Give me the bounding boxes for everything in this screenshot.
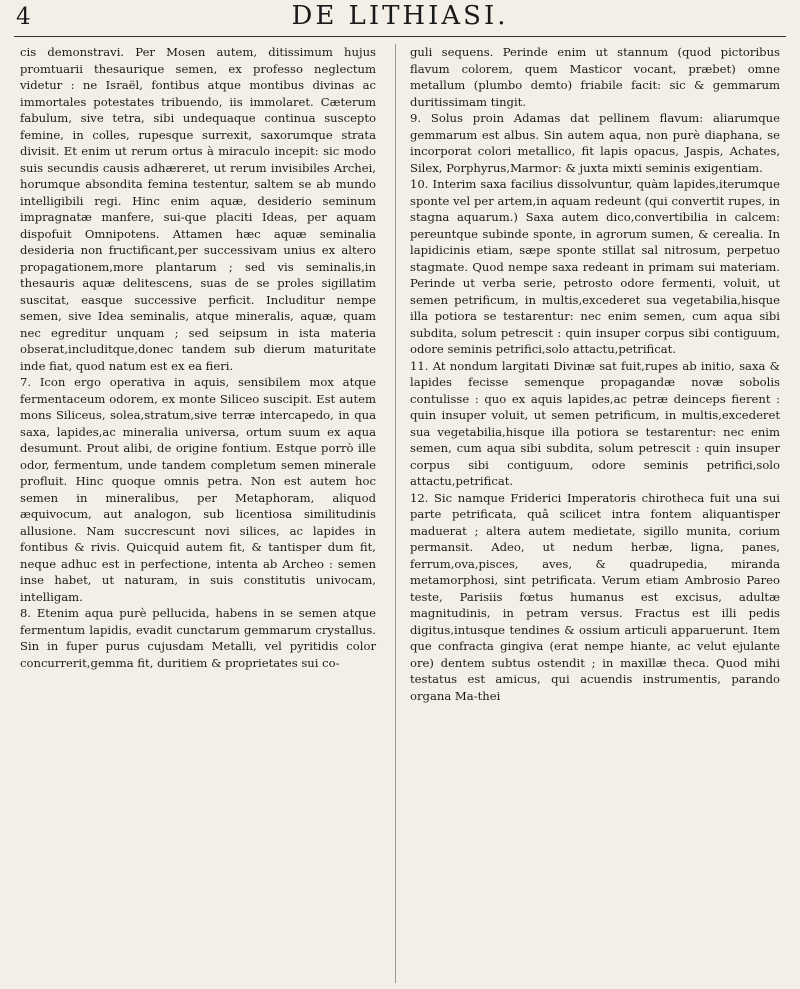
right-column [410, 44, 780, 704]
paragraph: 10. Interim saxa facilius dissolvuntur, quàm lapides,iterumque sponte vel per artem,in aquam redeunt (qui convertit rupes, in stagna aquarum.) Saxa autem dico,convertibilia in calcem: pereuntque subinde sponte, in agrorum sumen, & cerealia. In lapidicinis etiam, sæpe sponte stillat sal nitrosum, perpetuo stagmate. Quod nempe saxa redeant in primam sui materiam. Perinde ut verba serie, petrosto odore fermenti, voluit, ut semen petrificum, in multis,excederet sua vegetabilia,hisque illa potiora se testarentur: nec enim semen, cum aqua sibi subdita, solum petrescit : quin insuper corpus sibi contiguum, odore seminis petrifici,solo attactu,petrificat. [410, 177, 780, 356]
paragraph: guli sequens. Perinde enim ut stannum (quod pictoribus flavum colorem, quem Masticor vocant, præbet) omne metallum (plumbo demto) friabile facit: sic & gemmarum duritissimam tingit. [410, 45, 780, 109]
paragraph: 9. Solus proin Adamas dat pellinem flavum: aliarumque gemmarum est albus. Sin autem aqua, non purè diaphana, se incorporat colori metallico, fit lapis opacus, Jaspis, Achates, Silex, Porphyrus,Marmor: & juxta mixti seminis exigentiam. [410, 111, 780, 175]
paragraph: 11. At nondum largitati Divinæ sat fuit,rupes ab initio, saxa & lapides fecisse semenque propagandæ novæ sobolis contulisse : quo ex aquis lapides,ac petræ deinceps fierent : quin insuper voluit, ut semen petrificum, in multis,excederet sua vegetabilia,hisque illa potiora se testarentur: nec enim semen, cum aqua sibi subdita, solum petrescit : quin insuper corpus sibi contiguum, odore seminis petrifici,solo attactu,petrificat. [410, 358, 780, 488]
page-number: 4 [16, 4, 31, 30]
header-rule [14, 36, 786, 37]
paragraph: cis demonstravi. Per Mosen autem, ditissimum hujus promtuarii thesaurique semen, ex professo neglectum videtur : ne Israël, fontibus atque montibus divinas ac immortales potestates tribuendo, iis immolaret. Cæterum fabulum, sive tetra, sibi undequaque continua suscepto femine, in colles, rupesque surrexit, saxorumque strata divisit. Et enim ut rerum ortus à miraculo incepit: sic modo suis secundis causis adhæreret, ut rerum invisibiles Archei, horumque absondita femina testentur, saltem se ab mundo intelligibili regi. Hinc enim aquæ, desiderio seminum impragnatæ manfere, sui-que placiti Ideas, per aquam dispofuit Omnipotens. Attamen hæc aquæ seminalia desideria non fructificant,per successivam unius ex altero propagationem,more plantarum ; sed vis seminalis,in thesauris aquæ delitescens, suas de se proles sigillatim suscitat, easque successive perficit. Includitur nempe semen, sive Idea seminalis, atque mineralis, aquæ, quam nec egreditur unquam ; sed seipsum in ista materia obserat,includitque,donec tandem sub dierum maturitate inde fiat, quod natum est ex ea fieri. [20, 45, 376, 373]
paragraph: 7. Icon ergo operativa in aquis, sensibilem mox atque fermentaceum odorem, ex monte Siliceo suscipit. Est autem mons Siliceus, solea,stratum,sive terræ intercapedo, in qua saxa, lapides,ac mineralia universa, ortum suum ex aqua desumunt. Prout alibi, de origine fontium. Estque porrò ille odor, fermentum, unde tandem completum semen minerale profluit. Hinc quoque omnis petra. Non est autem hoc semen in mineralibus, per Metaphoram, aliquod æquivocum, aut analogon, sub licentiosa similitudinis allusione. Nam succrescunt novi silices, ac lapides in fontibus & rivis. Quicquid autem fit, & tantisper dum fit, neque adhuc est in perfectione, intenta ab Archeo : semen inse habet, ut naturam, in suis constitutis univocam, intelligam. [20, 375, 376, 604]
paragraph: 8. Etenim aqua purè pellucida, habens in se semen atque fermentum lapidis, evadit cunctarum gemmarum crystallus. Sin in fuper purus cujusdam Metalli, vel pyritidis color concurrerit,gemma fit, duritiem & proprietates sui co- [20, 606, 376, 670]
column-divider [395, 44, 396, 983]
paragraph: 12. Sic namque Friderici Imperatoris chirotheca fuit una sui parte petrificata, quâ scilicet intra fontem aliquantisper maduerat ; altera autem medietate, sigillo munita, corium permansit. Adeo, ut nedum herbæ, ligna, panes, ferrum,ova,pisces, aves, & quadrupedia, miranda metamorphosi, sint petrificata. Verum etiam Ambrosio Pareo teste, Parisiis fœtus humanus est excisus, adultæ magnitudinis, in petram versus. Fractus est illi pedis digitus,intusque tendines & ossium articuli apparuerunt. Item que confracta gingiva (erat nempe hiante, ac velut ejulante ore) dentem subtus ostendit ; in maxillæ theca. Quod mihi testatus est amicus, qui acuendis instrumentis, parando organa Ma-thei [410, 490, 780, 703]
running-title: DE LITHIASI. [291, 1, 509, 31]
left-column [20, 44, 376, 671]
